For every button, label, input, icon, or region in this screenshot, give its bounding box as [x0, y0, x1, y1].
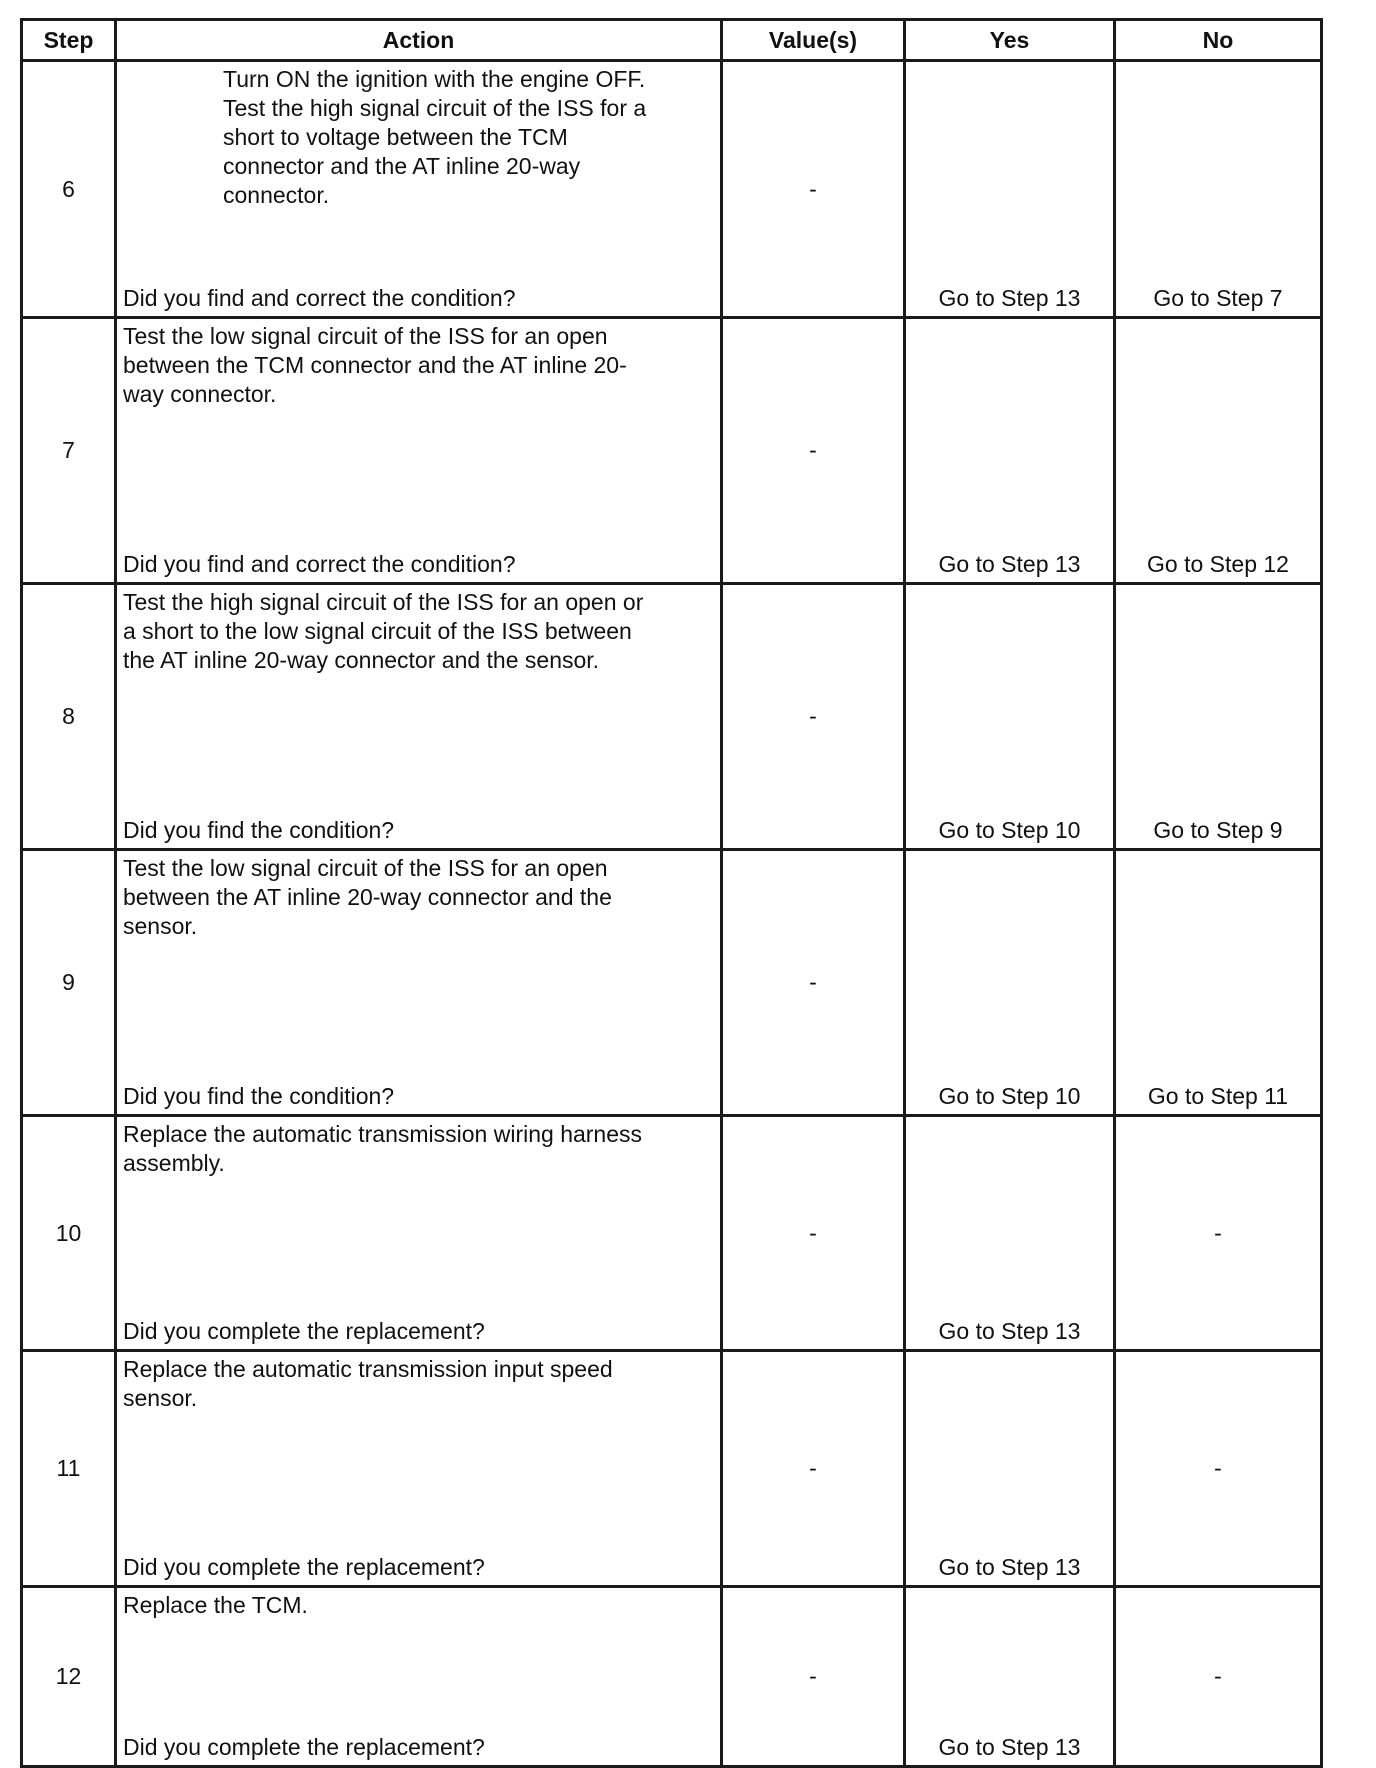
yes-cell: Go to Step 13	[905, 1351, 1115, 1587]
no-cell: -	[1115, 1587, 1322, 1767]
action-instruction: Replace the automatic transmission input speed sensor.	[123, 1356, 613, 1411]
action-cell	[116, 318, 722, 584]
no-cell: -	[1115, 1116, 1322, 1351]
table-row	[22, 1351, 1322, 1587]
no-cell: Go to Step 9	[1115, 584, 1322, 850]
action-question: Did you complete the replacement?	[123, 1554, 485, 1580]
action-question: Did you complete the replacement?	[123, 1734, 485, 1760]
no-cell: -	[1115, 1351, 1322, 1587]
action-question: Did you find and correct the condition?	[123, 285, 516, 311]
header-no: No	[1115, 20, 1322, 61]
table-row	[22, 1116, 1322, 1351]
header-row	[22, 20, 1322, 61]
no-cell: Go to Step 7	[1115, 61, 1322, 318]
diagnostic-table	[20, 18, 1323, 1768]
action-instruction: Replace the TCM.	[123, 1592, 308, 1618]
action-question: Did you find and correct the condition?	[123, 551, 516, 577]
yes-cell: Go to Step 10	[905, 850, 1115, 1116]
yes-cell: Go to Step 13	[905, 1116, 1115, 1351]
step-number: 7	[22, 318, 116, 584]
action-question: Did you find the condition?	[123, 1083, 395, 1109]
header-step: Step	[22, 20, 116, 61]
step-number: 6	[22, 61, 116, 318]
action-instruction: Test the low signal circuit of the ISS for an open between the TCM connector and the AT inline 20- way connector.	[123, 323, 627, 407]
header-yes: Yes	[905, 20, 1115, 61]
value-cell: -	[722, 850, 905, 1116]
action-question: Did you find the condition?	[123, 817, 395, 843]
yes-cell: Go to Step 13	[905, 318, 1115, 584]
action-cell	[116, 850, 722, 1116]
value-cell: -	[722, 318, 905, 584]
action-cell	[116, 1587, 722, 1767]
table-row	[22, 1587, 1322, 1767]
value-cell: -	[722, 61, 905, 318]
action-cell	[116, 61, 722, 318]
table-row	[22, 584, 1322, 850]
header-values: Value(s)	[722, 20, 905, 61]
step-number: 8	[22, 584, 116, 850]
yes-cell: Go to Step 10	[905, 584, 1115, 850]
step-number: 11	[22, 1351, 116, 1587]
action-instruction: Test the high signal circuit of the ISS for an open or a short to the low signal circuit of the ISS between the AT inline 20-way connector and the sensor.	[123, 589, 644, 673]
step-number: 10	[22, 1116, 116, 1351]
yes-cell: Go to Step 13	[905, 61, 1115, 318]
value-cell: -	[722, 584, 905, 850]
header-action: Action	[116, 20, 722, 61]
table-row	[22, 61, 1322, 318]
step-number: 9	[22, 850, 116, 1116]
action-instruction: Turn ON the ignition with the engine OFF. Test the high signal circuit of the ISS for a short to voltage between the TCM connector and the AT inline 20-way connector.	[223, 66, 647, 208]
table-row	[22, 318, 1322, 584]
action-cell	[116, 1116, 722, 1351]
table-row	[22, 850, 1322, 1116]
yes-cell: Go to Step 13	[905, 1587, 1115, 1767]
value-cell: -	[722, 1351, 905, 1587]
step-number: 12	[22, 1587, 116, 1767]
value-cell: -	[722, 1587, 905, 1767]
action-cell	[116, 584, 722, 850]
action-cell	[116, 1351, 722, 1587]
no-cell: Go to Step 11	[1115, 850, 1322, 1116]
no-cell: Go to Step 12	[1115, 318, 1322, 584]
action-instruction: Replace the automatic transmission wiring harness assembly.	[123, 1121, 643, 1176]
action-question: Did you complete the replacement?	[123, 1318, 485, 1344]
value-cell: -	[722, 1116, 905, 1351]
action-instruction: Test the low signal circuit of the ISS for an open between the AT inline 20-way connector and the sensor.	[123, 855, 612, 939]
